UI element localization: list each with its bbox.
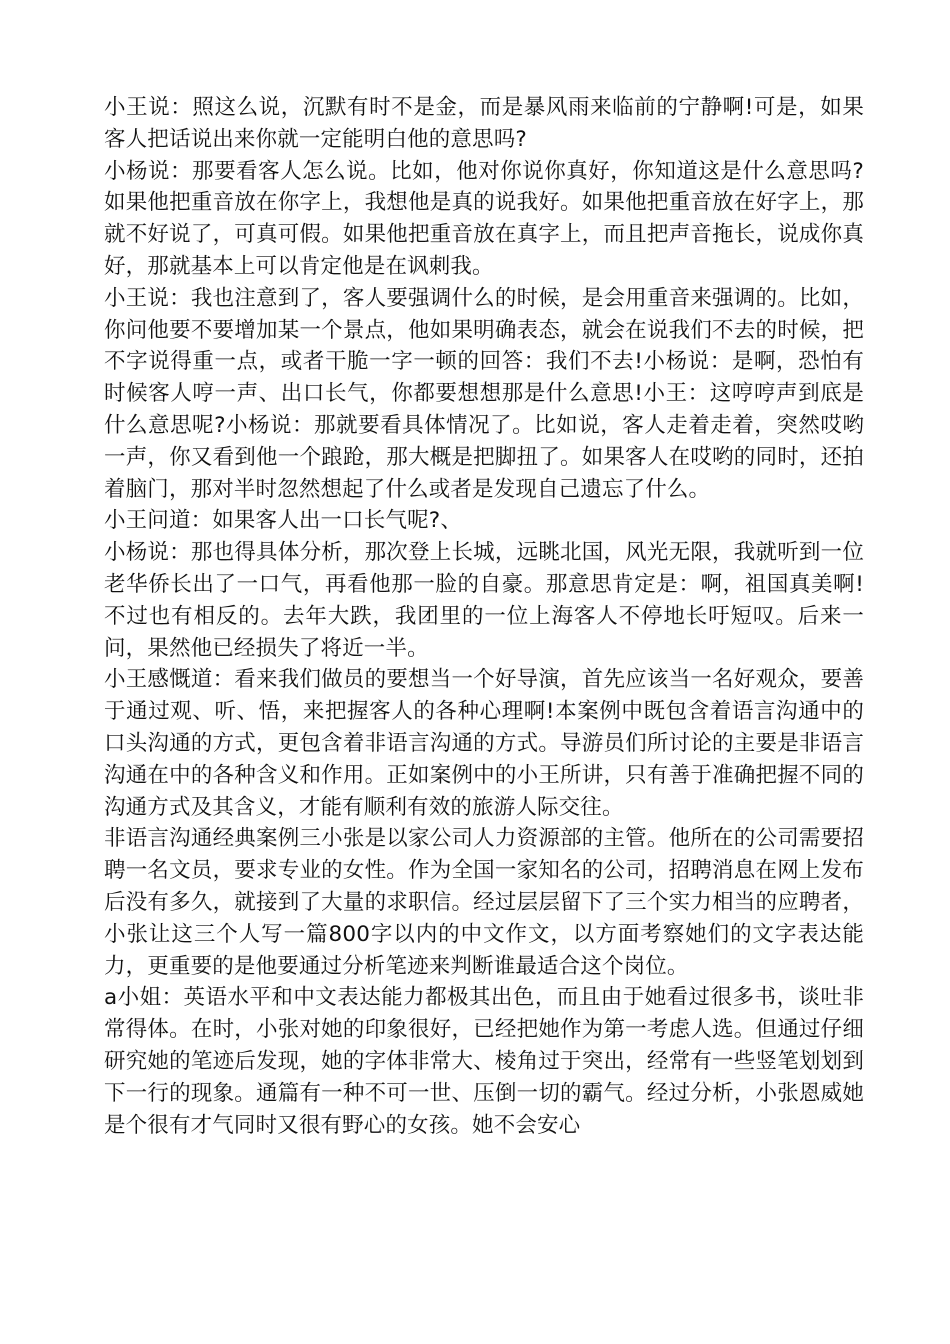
paragraph-xiaoyang-stress: 小杨说：那要看客人怎么说。比如，他对你说你真好，你知道这是什么意思吗?如果他把重音放在你字上，我想他是真的说我好。如果他把重音放在好字上，那就不好说了，可真可假。如果他把重音放在真字上，而且把声音拖长，说成你真好，那就基本上可以肯定他是在讽刺我。 xyxy=(104,158,864,279)
document-page xyxy=(104,92,864,1141)
paragraph-xiaowang-silence: 小王说：照这么说，沉默有时不是金，而是暴风雨来临前的宁静啊!可是，如果客人把话说出来你就一定能明白他的意思吗? xyxy=(104,95,864,152)
paragraph-case-three: 非语言沟通经典案例三小张是以家公司人力资源部的主管。他所在的公司需要招聘一名文员，要求专业的女性。作为全国一家知名的公司，招聘消息在网上发布后没有多久，就接到了大量的求职信。经过层层留下了三个实力相当的应聘者，小张让这三个人写一篇800字以内的中文作文，以方面考察她们的文字表达能力，更重要的是他要通过分析笔迹来判断谁最适合这个岗位。 xyxy=(104,826,864,979)
paragraph-xiaoyang-sigh: 小杨说：那也得具体分析，那次登上长城，远眺北国，风光无限，我就听到一位老华侨长出了一口气，再看他那一脸的自豪。那意思肯定是：啊，祖国真美啊!不过也有相反的。去年大跌，我团里的一位上海客人不停地长吁短叹。后来一问，果然他已经损失了将近一半。 xyxy=(104,540,864,661)
paragraph-xiaowang-emphasis: 小王说：我也注意到了，客人要强调什么的时候，是会用重音来强调的。比如，你问他要不要增加某一个景点，他如果明确表态，就会在说我们不去的时候，把不字说得重一点，或者干脆一字一顿的回答：我们不去!小杨说：是啊，恐怕有时候客人哼一声、出口长气，你都要想想那是什么意思!小王：这哼哼声到底是什么意思呢?小杨说：那就要看具体情况了。比如说，客人走着走着，突然哎哟一声，你又看到他一个踉跄，那大概是把脚扭了。如果客人在哎哟的同时，还拍着脑门，那对半时忽然想起了什么或者是发现自己遗忘了什么。 xyxy=(104,285,864,502)
paragraph-xiaowang-summary: 小王感慨道：看来我们做员的要想当一个好导演，首先应该当一名好观众，要善于通过观、听、悟，来把握客人的各种心理啊!本案例中既包含着语言沟通中的口头沟通的方式，更包含着非语言沟通的方式。导游员们所讨论的主要是非语言沟通在中的各种含义和作用。正如案例中的小王所讲，只有善于准确把握不同的沟通方式及其含义，才能有顺利有效的旅游人际交往。 xyxy=(104,667,864,820)
paragraph-miss-a: a小姐：英语水平和中文表达能力都极其出色，而且由于她看过很多书，谈吐非常得体。在时，小张对她的印象很好，已经把她作为第一考虑人选。但通过仔细研究她的笔迹后发现，她的字体非常大、棱角过于突出，经常有一些竖笔划划到下一行的现象。通篇有一种不可一世、压倒一切的霸气。经过分析，小张恩威她是个很有才气同时又很有野心的女孩。她不会安心 xyxy=(104,985,864,1138)
paragraph-xiaowang-question: 小王问道：如果客人出一口长气呢?、 xyxy=(104,508,462,534)
